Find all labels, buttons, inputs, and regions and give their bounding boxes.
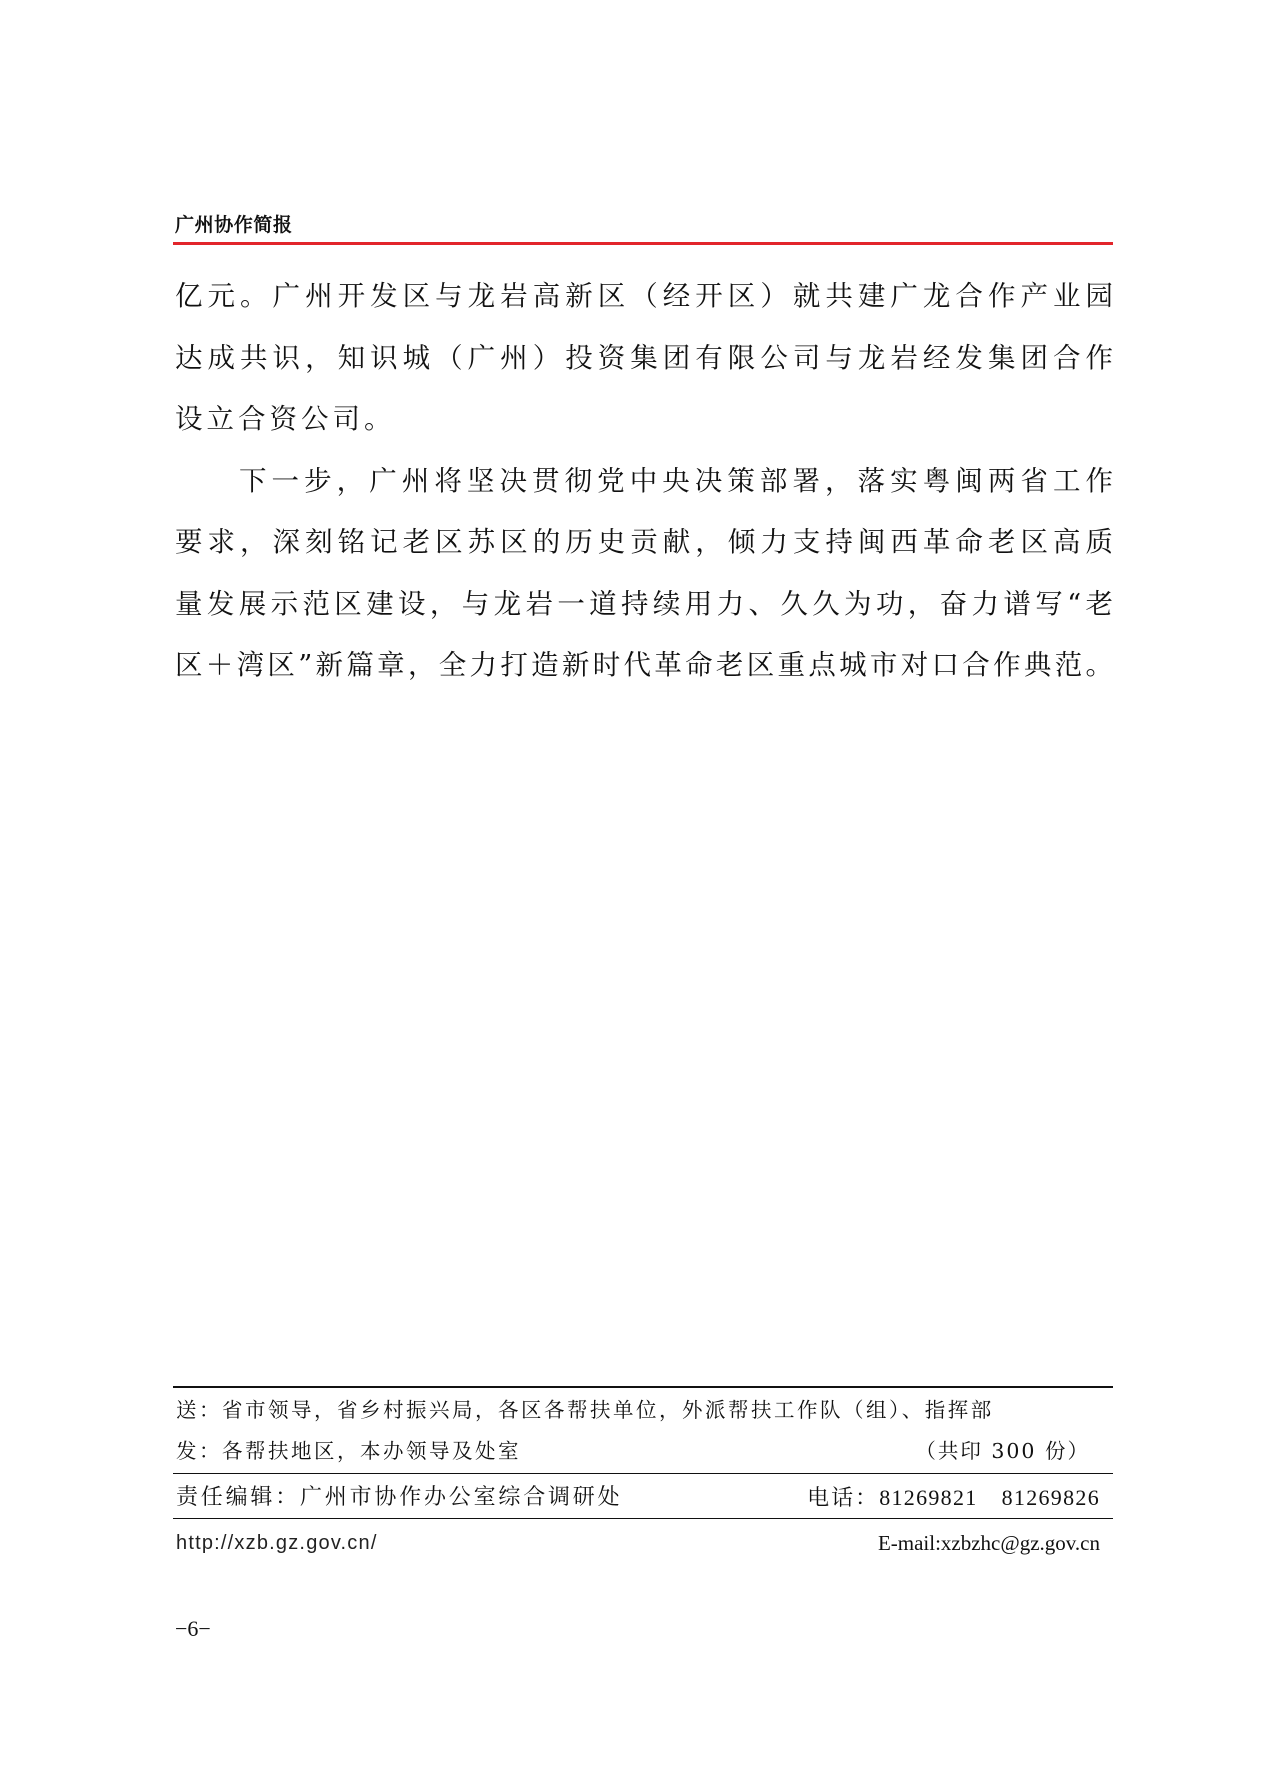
paragraph [175, 451, 1113, 697]
footer-top-rule [173, 1386, 1113, 1388]
body-line: 亿元。广州开发区与龙岩高新区（经开区）就共建广龙合作产业园 [175, 280, 1113, 312]
distribution-line-1: 送：省市领导，省乡村振兴局，各区各帮扶单位，外派帮扶工作队（组）、指挥部 [176, 1398, 994, 1422]
body-line: 区＋湾区”新篇章，全力打造新时代革命老区重点城市对口合作典范。 [175, 649, 1113, 681]
body-line: 设立合资公司。 [175, 403, 396, 435]
phone-label: 电话： [807, 1486, 880, 1511]
responsible-editor: 责任编辑：广州市协作办公室综合调研处 [176, 1485, 623, 1510]
body-text [175, 266, 1113, 697]
page-number: −6− [175, 1616, 211, 1641]
running-header [175, 211, 293, 239]
paragraph [175, 266, 1113, 451]
distribution-line-2: 发：各帮扶地区，本办领导及处室 [176, 1439, 521, 1463]
body-line: 量发展示范区建设，与龙岩一道持续用力、久久为功，奋力谱写“老 [175, 587, 1113, 620]
publication-title: 广州协作简报 [175, 214, 293, 236]
body-line: 下一步，广州将坚决贯彻党中央决策部署，落实粤闽两省工作 [239, 464, 1113, 497]
footer-middle-rule [173, 1473, 1113, 1475]
phone-numbers [807, 1482, 1100, 1513]
website-url: http://xzb.gz.gov.cn/ [176, 1532, 378, 1554]
body-line: 达成共识，知识城（广州）投资集团有限公司与龙岩经发集团合作 [175, 341, 1113, 374]
body-line: 要求，深刻铭记老区苏区的历史贡献，倾力支持闽西革命老区高质 [175, 526, 1113, 558]
phone-number: 81269826 [1001, 1485, 1100, 1510]
phone-number: 81269821 [879, 1485, 978, 1510]
header-red-rule [173, 242, 1113, 245]
email-address: E-mail:xzbzhc@gz.gov.cn [877, 1531, 1100, 1555]
print-count: （共印 300 份） [915, 1439, 1090, 1463]
footer-bottom-rule [173, 1518, 1113, 1520]
